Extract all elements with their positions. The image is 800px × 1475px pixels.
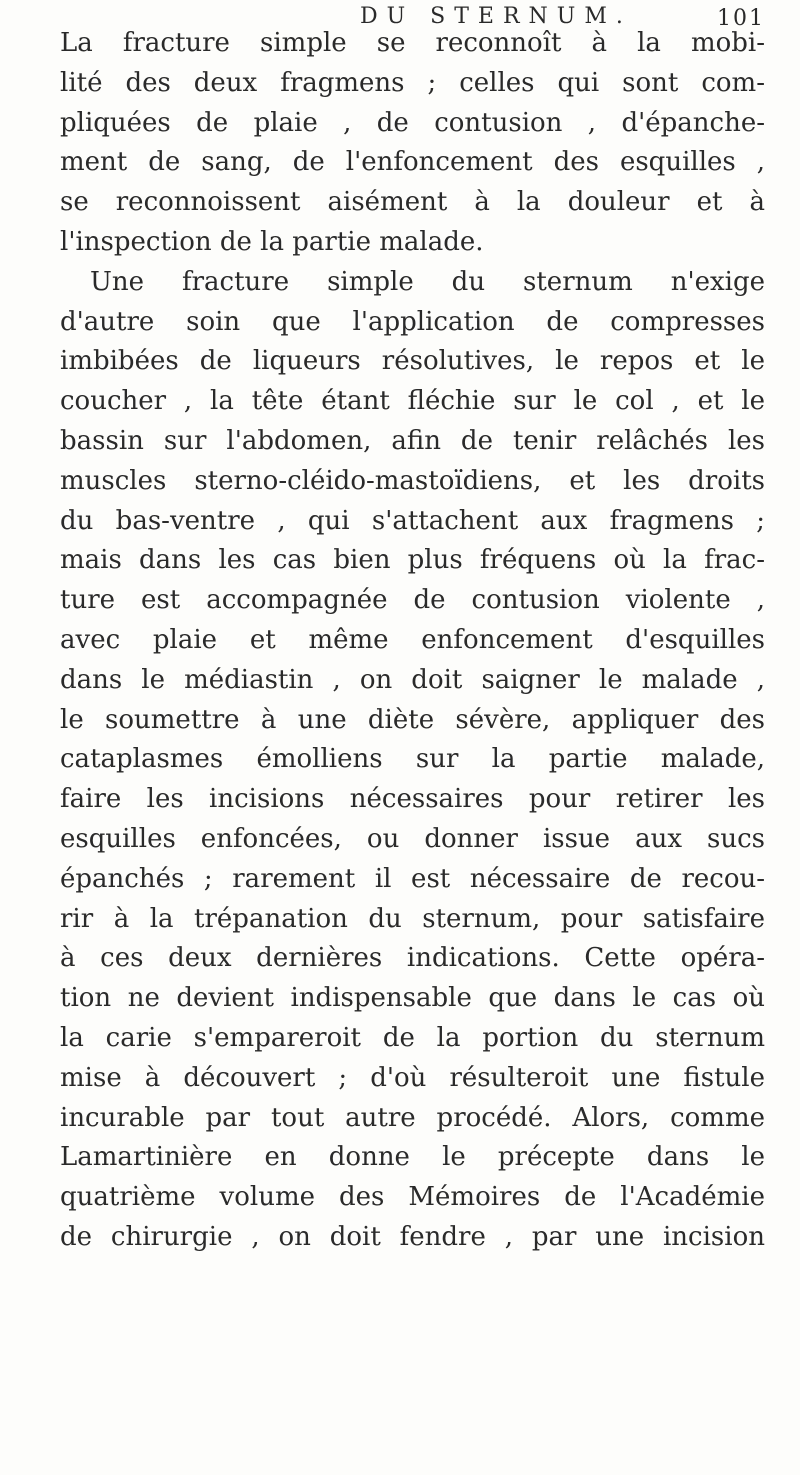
text-line: tion ne devient indispensable que dans le cas où: [60, 983, 765, 1014]
text-line: se reconnoissent aisément à la douleur et à: [60, 187, 765, 218]
text-line: bassin sur l'abdomen, afin de tenir relâchés les: [60, 425, 765, 456]
text-line: dans le médiastin , on doit saigner le malade ,: [60, 664, 765, 695]
text-line: quatrième volume des Mémoires de l'Académie: [60, 1182, 765, 1213]
text-line: à ces deux dernières indications. Cette opéra-: [60, 943, 765, 974]
text-line: pliquées de plaie , de contusion , d'épanche-: [60, 107, 765, 138]
text-line: coucher , la tête étant fléchie sur le col , et le: [60, 386, 765, 417]
text-line: du bas-ventre , qui s'attachent aux fragmens ;: [60, 505, 765, 536]
text-line: ture est accompagnée de contusion violente ,: [60, 585, 765, 616]
running-title: DU STERNUM.: [360, 4, 632, 29]
text-line: de chirurgie , on doit fendre , par une incision: [60, 1221, 765, 1252]
text-line: imbibées de liqueurs résolutives, le repos et le: [60, 346, 765, 377]
text-line: d'autre soin que l'application de compresses: [60, 306, 765, 337]
text-line: la carie s'empareroit de la portion du sternum: [60, 1022, 765, 1053]
text-line: esquilles enfoncées, ou donner issue aux sucs: [60, 823, 765, 854]
body-text: [60, 24, 765, 1258]
text-line: mise à découvert ; d'où résulteroit une fistule: [60, 1062, 765, 1093]
text-line: Lamartinière en donne le précepte dans le: [60, 1142, 765, 1173]
text-line: faire les incisions nécessaires pour retirer les: [60, 784, 765, 815]
text-line: lité des deux fragmens ; celles qui sont com-: [60, 67, 765, 98]
text-line: le soumettre à une diète sévère, appliquer des: [60, 704, 765, 735]
text-line: muscles sterno-cléido-mastoïdiens, et les droits: [60, 465, 765, 496]
text-line: cataplasmes émolliens sur la partie malade,: [60, 744, 765, 775]
text-line: La fracture simple se reconnoît à la mobi-: [60, 28, 765, 58]
text-line: Une fracture simple du sternum n'exige: [90, 266, 765, 297]
page-number: 101: [717, 6, 765, 31]
text-line: épanchés ; rarement il est nécessaire de recou-: [60, 863, 765, 894]
text-line: rir à la trépanation du sternum, pour satisfaire: [60, 903, 765, 934]
text-line: ment de sang, de l'enfoncement des esquilles ,: [60, 147, 765, 178]
text-line: incurable par tout autre procédé. Alors, comme: [60, 1102, 765, 1133]
text-line: avec plaie et même enfoncement d'esquilles: [60, 624, 765, 655]
text-line: mais dans les cas bien plus fréquens où la frac-: [60, 545, 765, 576]
text-line: l'inspection de la partie malade.: [60, 226, 484, 257]
